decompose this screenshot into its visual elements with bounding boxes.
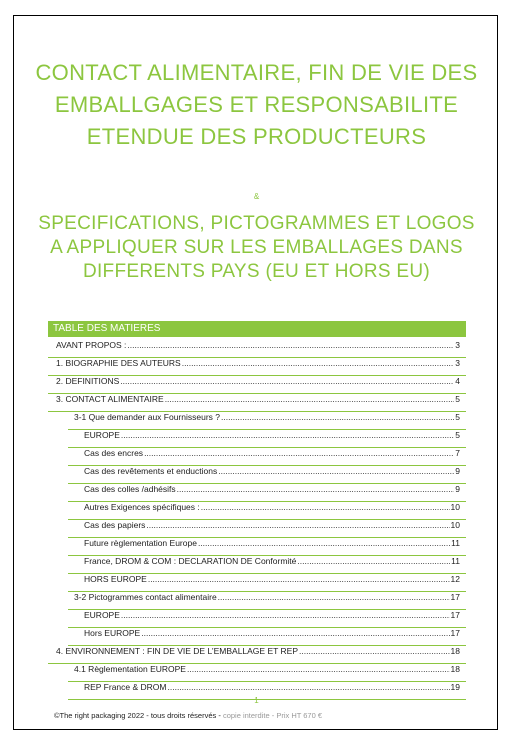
toc-entry-page: 10 — [450, 520, 460, 530]
ampersand-separator: & — [253, 192, 260, 201]
toc-entry-page: 4 — [455, 376, 460, 386]
toc-entry-label: Autres Exigences spécifiques : — [84, 502, 200, 512]
toc-entry-label: Cas des papiers — [84, 520, 146, 530]
toc-leader — [201, 502, 450, 512]
toc-entry-page: 18 — [450, 646, 460, 656]
toc-heading: TABLE DES MATIERES — [48, 321, 466, 337]
toc-entry[interactable] — [68, 592, 466, 610]
toc-entry-page: 5 — [455, 430, 460, 440]
toc-entry[interactable] — [68, 574, 466, 592]
footer — [54, 711, 322, 720]
toc-entry-label: Cas des encres — [84, 448, 144, 458]
toc-entry-page: 12 — [450, 574, 460, 584]
page-number: 1 — [254, 696, 259, 705]
toc-entry-label: EUROPE — [84, 430, 120, 440]
toc-leader — [165, 394, 455, 404]
toc-leader — [168, 682, 450, 692]
toc-entry-page: 9 — [455, 484, 460, 494]
toc-entry[interactable] — [68, 628, 466, 646]
toc-entry-page: 11 — [451, 556, 460, 566]
toc-entry-page: 19 — [450, 682, 460, 692]
toc-entry[interactable] — [68, 448, 466, 466]
toc-entry-page: 17 — [450, 628, 460, 638]
toc-leader — [144, 448, 454, 458]
toc-entry[interactable] — [68, 556, 466, 574]
toc-entry-label: 3-2 Pictogrammes contact alimentaire — [74, 592, 217, 602]
toc-entry-page: 11 — [451, 538, 460, 548]
toc-entry-page: 5 — [455, 412, 460, 422]
toc-entry-page: 18 — [450, 664, 460, 674]
toc-entry[interactable] — [48, 646, 466, 664]
toc-leader — [218, 592, 450, 602]
toc-entry-label: Hors EUROPE — [84, 628, 141, 638]
toc-entry-label: AVANT PROPOS : — [56, 340, 127, 350]
toc-entry[interactable] — [48, 358, 466, 376]
toc-entry[interactable] — [68, 484, 466, 502]
toc-entry-page: 7 — [455, 448, 460, 458]
toc-entry[interactable] — [68, 430, 466, 448]
toc-entry-label: France, DROM & COM : DECLARATION DE Conformité — [84, 556, 297, 566]
toc-entry-page: 3 — [455, 358, 460, 368]
toc-leader — [121, 430, 454, 440]
toc-entry[interactable] — [68, 502, 466, 520]
toc-entry[interactable] — [68, 610, 466, 628]
toc-leader — [297, 556, 450, 566]
table-of-contents — [48, 340, 466, 700]
toc-leader — [198, 538, 450, 548]
toc-entry-label: Future règlementation Europe — [84, 538, 197, 548]
toc-leader — [221, 412, 454, 422]
toc-entry[interactable] — [48, 340, 466, 358]
toc-entry-label: 4.1 Règlementation EUROPE — [74, 664, 186, 674]
toc-leader — [299, 646, 450, 656]
toc-entry-page: 17 — [450, 592, 460, 602]
toc-entry-page: 5 — [455, 394, 460, 404]
document-title: CONTACT ALIMENTAIRE, FIN DE VIE DES EMBALLGAGES ET RESPONSABILITE ETENDUE DES PRODUCTEURS — [35, 60, 478, 149]
toc-entry-label: HORS EUROPE — [84, 574, 147, 584]
toc-entry-label: 2. DEFINITIONS — [56, 376, 120, 386]
toc-leader — [141, 628, 449, 638]
toc-entry[interactable] — [48, 394, 466, 412]
toc-leader — [187, 664, 450, 674]
toc-leader — [218, 466, 454, 476]
toc-entry[interactable] — [68, 520, 466, 538]
toc-entry[interactable] — [68, 412, 466, 430]
toc-entry-page: 10 — [450, 502, 460, 512]
toc-leader — [148, 574, 450, 584]
toc-entry-label: 4. ENVIRONNEMENT : FIN DE VIE DE L’EMBALLAGE ET REP — [56, 646, 299, 656]
toc-leader — [182, 358, 455, 368]
toc-entry-label: 3. CONTACT ALIMENTAIRE — [56, 394, 164, 404]
toc-entry-label: Cas des colles /adhésifs — [84, 484, 176, 494]
toc-entry[interactable] — [68, 664, 466, 682]
toc-leader — [120, 376, 454, 386]
document-subtitle: SPECIFICATIONS, PICTOGRAMMES ET LOGOS A APPLIQUER SUR LES EMBALLAGES DANS DIFFERENTS PAYS (EU ET HORS EU) — [38, 213, 475, 282]
toc-leader — [177, 484, 455, 494]
toc-entry[interactable] — [68, 538, 466, 556]
toc-entry-page: 9 — [455, 466, 460, 476]
toc-entry[interactable] — [48, 376, 466, 394]
toc-entry-page: 3 — [455, 340, 460, 350]
toc-entry-label: Cas des revêtements et enductions — [84, 466, 218, 476]
toc-entry[interactable] — [68, 466, 466, 484]
footer-note: copie interdite - Prix HT 670 € — [222, 711, 323, 720]
toc-leader — [121, 610, 450, 620]
toc-entry-label: 1. BIOGRAPHIE DES AUTEURS — [56, 358, 181, 368]
toc-entry-page: 17 — [450, 610, 460, 620]
toc-entry-label: EUROPE — [84, 610, 120, 620]
toc-entry-label: 3-1 Que demander aux Fournisseurs ? — [74, 412, 220, 422]
toc-leader — [146, 520, 449, 530]
toc-leader — [127, 340, 454, 350]
toc-entry-label: REP France & DROM — [84, 682, 167, 692]
footer-copyright: ©The right packaging 2022 - tous droits réservés - — [54, 711, 223, 720]
